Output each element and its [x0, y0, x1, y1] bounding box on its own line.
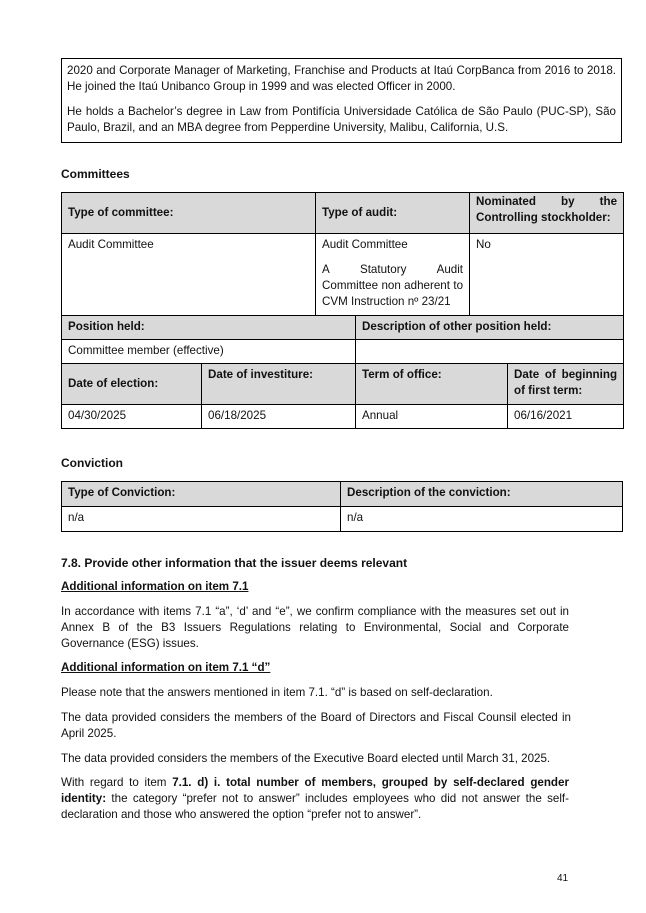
paragraph-esg: In accordance with items 7.1 “a”, ‘d’ and “e”, we confirm compliance with the measures set out in Annex B of the B3 Issuers Regulations relating to Environmental, Social and Corporate Governance (ESG) issues.	[61, 605, 569, 650]
header-term-office: Term of office:	[356, 364, 508, 405]
header-date-beginning: Date of beginning of first term:	[508, 364, 624, 405]
header-type-of-committee: Type of committee:	[62, 193, 316, 234]
paragraph-board-directors: The data provided considers the members of the Board of Directors and Fiscal Counsil elected in April 2025.	[61, 711, 571, 740]
cell-term-office: Annual	[356, 405, 508, 429]
header-date-investiture: Date of investiture:	[202, 364, 356, 405]
header-nominated: Nominated by the Controlling stockholder:	[470, 193, 624, 234]
header-date-election: Date of election:	[62, 364, 202, 405]
subheading-item-71d: Additional information on item 7.1 “d”	[61, 661, 271, 674]
bio-box	[61, 58, 622, 143]
cell-nominated: No	[470, 234, 624, 316]
header-description-other: Description of other position held:	[356, 316, 624, 340]
gender-bold: 7.1. d) i. total number of members, grouped by self-declared gender identity:	[61, 776, 569, 805]
conviction-title: Conviction	[61, 456, 123, 470]
audit-line-1: Audit Committee	[322, 238, 408, 251]
subheading-item-71: Additional information on item 7.1	[61, 580, 249, 593]
paragraph-self-declaration: Please note that the answers mentioned in item 7.1. “d” is based on self-declaration.	[61, 686, 493, 699]
bio-paragraph-1: 2020 and Corporate Manager of Marketing, Franchise and Products at Itaú CorpBanca from 2016 to 2018. He joined the Itaú Unibanco Group in 1999 and was elected Officer in 2000.	[67, 64, 616, 93]
gender-prefix: With regard to item	[61, 776, 173, 789]
audit-line-2: A Statutory Audit Committee non adherent to CVM Instruction nº 23/21	[322, 263, 464, 308]
cell-date-investiture: 06/18/2025	[202, 405, 356, 429]
cell-description-other	[356, 340, 624, 364]
committees-table	[61, 192, 624, 429]
header-conviction-type: Type of Conviction:	[62, 482, 341, 507]
committees-title: Committees	[61, 167, 130, 181]
gender-rest: the category “prefer not to answer” includes employees who did not answer the self-declaration and those who answered the option “prefer not to answer”.	[61, 792, 569, 821]
bio-paragraph-2: He holds a Bachelor’s degree in Law from Pontifícia Universidade Católica de São Paulo (PUC-SP), São Paulo, Brazil, and an MBA degree from Pepperdine University, Malibu, California, U.S.	[67, 105, 616, 134]
header-conviction-description: Description of the conviction:	[341, 482, 623, 507]
section-78-title: 7.8. Provide other information that the issuer deems relevant	[61, 556, 408, 570]
cell-committee: Audit Committee	[62, 234, 316, 316]
cell-conviction-description: n/a	[341, 507, 623, 532]
cell-conviction-type: n/a	[62, 507, 341, 532]
conviction-table	[61, 481, 623, 532]
header-type-of-audit: Type of audit:	[316, 193, 470, 234]
paragraph-gender-identity	[61, 775, 569, 823]
cell-date-election: 04/30/2025	[62, 405, 202, 429]
page-number: 41	[557, 873, 569, 884]
header-position-held: Position held:	[62, 316, 356, 340]
cell-date-beginning: 06/16/2021	[508, 405, 624, 429]
cell-type-of-audit	[316, 234, 470, 316]
paragraph-executive-board: The data provided considers the members of the Executive Board elected until March 31, 2025.	[61, 752, 551, 765]
cell-position-held: Committee member (effective)	[62, 340, 356, 364]
